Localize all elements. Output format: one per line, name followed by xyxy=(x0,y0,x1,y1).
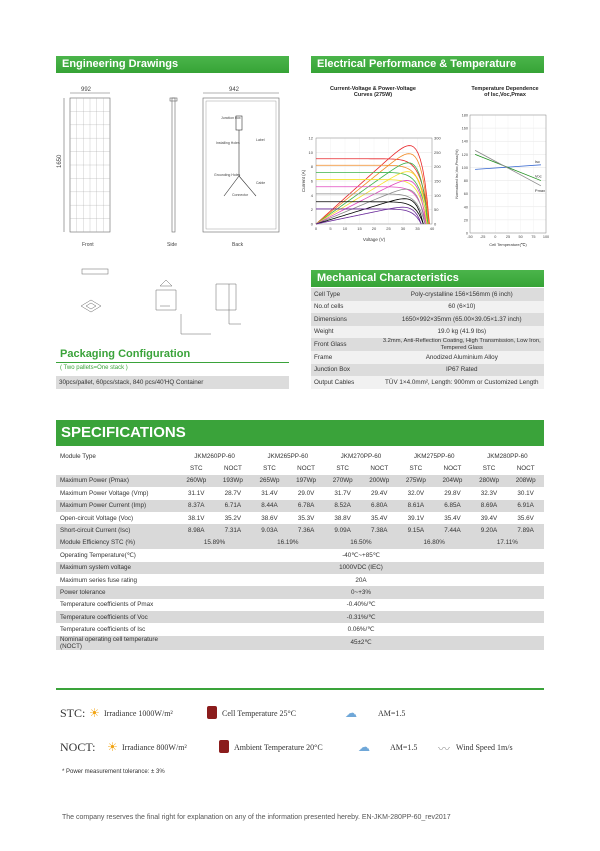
spec-efficiency: 16.50% xyxy=(324,537,397,549)
iv-x-tick: 5 xyxy=(329,226,332,231)
spec-value: 6.85A xyxy=(434,500,471,512)
spec-cell xyxy=(56,462,178,474)
spec-value: 8.37A xyxy=(178,500,215,512)
iv-y2-tick: 200 xyxy=(434,164,441,170)
side-label: Side xyxy=(167,242,178,248)
spec-efficiency: 15.89% xyxy=(178,537,251,549)
spec-row xyxy=(56,549,544,561)
iv-y-tick: 8 xyxy=(310,164,313,170)
noct-ambient: Ambient Temperature 20°C xyxy=(234,743,323,752)
back-view xyxy=(203,93,279,232)
spec-row-label: Maximum Power Voltage (Vmp) xyxy=(56,487,178,499)
temp-x-tick: 25 xyxy=(505,235,511,239)
packaging-divider xyxy=(56,362,289,363)
noct-am: AM=1.5 xyxy=(390,743,418,752)
spec-value: 197Wp xyxy=(288,475,325,487)
spec-value: 31.4V xyxy=(251,487,288,499)
spec-row-label: Nominal operating cell temperature (NOCT) xyxy=(56,636,178,650)
pv-curve-2 xyxy=(316,163,428,224)
spec-row-label: Operating Temperature(℃) xyxy=(56,549,178,561)
spec-value: 38.1V xyxy=(178,512,215,524)
spec-row xyxy=(56,623,544,635)
electrical-performance-header: Electrical Performance & Temperature Dependence xyxy=(311,56,544,73)
spec-value: 35.2V xyxy=(215,512,252,524)
iv-y-tick: 2 xyxy=(310,207,313,213)
spec-row xyxy=(56,487,544,499)
detail-drawings xyxy=(56,266,288,346)
sun-icon: ☀ xyxy=(89,706,100,720)
callout-label: Label xyxy=(256,138,265,142)
spec-stc-header: STC xyxy=(178,462,215,474)
temp-y-tick: 40 xyxy=(463,205,468,210)
mech-value: 19.0 kg (41.9 lbs) xyxy=(380,326,544,339)
spec-value: 30.1V xyxy=(507,487,544,499)
temp-series-label: Pmax xyxy=(534,187,546,193)
iv-y2-tick: 50 xyxy=(434,207,439,213)
spec-efficiency: 17.11% xyxy=(471,537,544,549)
mech-key: Frame xyxy=(311,351,380,364)
temp-y-tick: 0 xyxy=(465,231,468,236)
temp-x-tick: 50 xyxy=(518,235,523,239)
spec-value: 8.44A xyxy=(251,500,288,512)
spec-value: 204Wp xyxy=(434,475,471,487)
spec-row xyxy=(56,574,544,586)
iv-y-tick: 10 xyxy=(308,149,313,155)
spec-row xyxy=(56,475,544,487)
spec-value: 9.20A xyxy=(471,524,508,536)
back-width-label: 942 xyxy=(229,87,240,93)
mech-key: No.of cells xyxy=(311,301,380,314)
temp-y-tick: 160 xyxy=(461,126,468,131)
spec-value: 7.31A xyxy=(215,524,252,536)
iv-x-tick: 10 xyxy=(342,226,348,231)
spec-row xyxy=(56,450,544,462)
spec-bottom-rule xyxy=(56,688,544,690)
callout-grounding-holes: Grounding Holes xyxy=(214,173,241,177)
temp-y-tick: 140 xyxy=(461,139,468,144)
mechanical-header: Mechanical Characteristics xyxy=(311,270,544,287)
spec-common-value: 45±2℃ xyxy=(178,636,544,650)
spec-value: 280Wp xyxy=(471,475,508,487)
spec-value: 39.4V xyxy=(471,512,508,524)
spec-value: 8.52A xyxy=(324,500,361,512)
spec-row xyxy=(56,524,544,536)
spec-value: 6.80A xyxy=(361,500,398,512)
side-view xyxy=(170,98,177,232)
spec-stc-header: STC xyxy=(324,462,361,474)
mech-key: Weight xyxy=(311,326,380,339)
spec-noct-header: NOCT xyxy=(215,462,252,474)
temp-y-tick: 80 xyxy=(463,179,468,184)
spec-value: 6.91A xyxy=(507,500,544,512)
height-label: 1650 xyxy=(57,154,63,168)
spec-noct-header: NOCT xyxy=(288,462,325,474)
cloud-icon: ☁ xyxy=(345,706,357,720)
footnote: * Power measurement tolerance: ± 3% xyxy=(62,769,165,775)
spec-row xyxy=(56,462,544,474)
spec-value: 38.8V xyxy=(324,512,361,524)
spec-value: 35.4V xyxy=(434,512,471,524)
spec-value: 9.09A xyxy=(324,524,361,536)
iv-y-tick: 6 xyxy=(310,178,313,184)
spec-stc-header: STC xyxy=(398,462,435,474)
noct-label: NOCT: xyxy=(60,740,96,754)
stc-cell-temp: Cell Temperature 25°C xyxy=(222,709,297,718)
spec-value: 9.15A xyxy=(398,524,435,536)
stc-am: AM=1.5 xyxy=(378,709,406,718)
packaging-text: 30pcs/pallet, 60pcs/stack, 840 pcs/40'HQ Container xyxy=(56,376,289,389)
temp-x-tick: -50 xyxy=(467,235,473,239)
spec-value: 31.1V xyxy=(178,487,215,499)
iv-x-tick: 20 xyxy=(371,226,377,231)
spec-value: 9.03A xyxy=(251,524,288,536)
spec-row xyxy=(56,636,544,650)
callout-junction-box: Junction box xyxy=(221,116,241,120)
callout-installing-holes: Installing Holes xyxy=(216,141,240,145)
iv-ylabel: Current (A) xyxy=(301,169,306,193)
back-label: Back xyxy=(232,242,244,248)
spec-row-label: Maximum series fuse rating xyxy=(56,574,178,586)
spec-model-name: JKM260PP-60 xyxy=(178,450,251,462)
callout-cable: Cable xyxy=(256,181,266,185)
temp-chart xyxy=(452,110,552,252)
spec-value: 39.1V xyxy=(398,512,435,524)
spec-model-name: JKM280PP-60 xyxy=(471,450,544,462)
spec-noct-header: NOCT xyxy=(434,462,471,474)
noct-irradiance: Irradiance 800W/m² xyxy=(122,743,187,752)
spec-value: 28.7V xyxy=(215,487,252,499)
iv-y2-tick: 300 xyxy=(434,135,441,141)
temp-ylabel: Normalized Isc,Voc,Pmax(%) xyxy=(455,149,459,199)
temp-series-label: Isc xyxy=(534,158,541,164)
spec-row-label: Module Efficiency STC (%) xyxy=(56,537,178,549)
front-view xyxy=(64,93,110,232)
spec-value: 193Wp xyxy=(215,475,252,487)
spec-row xyxy=(56,611,544,623)
spec-row xyxy=(56,586,544,598)
spec-value: 7.44A xyxy=(434,524,471,536)
spec-value: 35.4V xyxy=(361,512,398,524)
sun-icon: ☀ xyxy=(107,740,118,754)
mech-key: Junction Box xyxy=(311,364,380,377)
spec-noct-header: NOCT xyxy=(361,462,398,474)
engineering-drawings xyxy=(56,86,288,254)
mech-key: Output Cables xyxy=(311,376,380,389)
temp-series-label: Voc xyxy=(534,173,542,179)
front-width-label: 992 xyxy=(81,87,92,93)
spec-value: 6.78A xyxy=(288,500,325,512)
spec-row-label: Temperature coefficients of Isc xyxy=(56,623,178,635)
iv-y2-tick: 150 xyxy=(434,178,441,184)
spec-value: 8.69A xyxy=(471,500,508,512)
spec-value: 208Wp xyxy=(507,475,544,487)
iv-x-tick: 0 xyxy=(314,226,318,231)
spec-noct-header: NOCT xyxy=(507,462,544,474)
spec-common-value: 20A xyxy=(178,574,544,586)
wind-icon: 〰 xyxy=(438,742,451,756)
spec-value: 7.89A xyxy=(507,524,544,536)
spec-stc-header: STC xyxy=(251,462,288,474)
stc-label: STC: xyxy=(60,706,86,720)
temp-x-tick: 75 xyxy=(531,235,536,239)
iv-xlabel: Voltage (V) xyxy=(362,237,386,242)
iv-x-tick: 40 xyxy=(429,226,435,231)
iv-chart xyxy=(300,130,445,254)
temp-y-tick: 100 xyxy=(461,165,468,170)
spec-efficiency: 16.19% xyxy=(251,537,324,549)
stc-irradiance: Irradiance 1000W/m² xyxy=(104,709,173,718)
spec-row-label: Power tolerance xyxy=(56,586,178,598)
iv-x-tick: 35 xyxy=(415,226,420,231)
spec-model-name: JKM275PP-60 xyxy=(398,450,471,462)
temp-y-tick: 60 xyxy=(463,192,468,197)
iv-y2-tick: 0 xyxy=(434,221,437,227)
iv-x-tick: 25 xyxy=(386,226,391,231)
spec-value: 200Wp xyxy=(361,475,398,487)
engineering-drawings-header: Engineering Drawings xyxy=(56,56,289,73)
spec-value: 32.3V xyxy=(471,487,508,499)
spec-common-value: -0.40%/℃ xyxy=(178,599,544,611)
mechanical-table xyxy=(311,288,544,389)
spec-row xyxy=(56,599,544,611)
spec-value: 29.8V xyxy=(434,487,471,499)
spec-common-value: 1000VDC (IEC) xyxy=(178,562,544,574)
iv-chart-title: Current-Voltage & Power-Voltage Curves (275W) xyxy=(330,86,416,98)
spec-value: 31.7V xyxy=(324,487,361,499)
spec-efficiency: 16.80% xyxy=(398,537,471,549)
mech-row xyxy=(311,288,544,301)
front-label: Front xyxy=(82,242,94,248)
mech-key: Cell Type xyxy=(311,288,380,301)
iv-x-tick: 15 xyxy=(357,226,362,231)
mech-key: Dimensions xyxy=(311,313,380,326)
mech-row xyxy=(311,376,544,389)
packaging-note: ( Two pallets=One stack ) xyxy=(60,365,128,371)
spec-value: 32.0V xyxy=(398,487,435,499)
mech-value: 1650×992×35mm (65.00×39.05×1.37 inch) xyxy=(380,313,544,326)
spec-value: 35.3V xyxy=(288,512,325,524)
spec-value: 7.38A xyxy=(361,524,398,536)
thermometer-icon xyxy=(219,740,229,753)
spec-value: 29.4V xyxy=(361,487,398,499)
iv-x-tick: 30 xyxy=(400,226,406,231)
spec-row-label: Open-circuit Voltage (Voc) xyxy=(56,512,178,524)
spec-value: 29.0V xyxy=(288,487,325,499)
mech-row xyxy=(311,364,544,377)
spec-row xyxy=(56,500,544,512)
spec-common-value: 0.06%/℃ xyxy=(178,623,544,635)
spec-row-label: Temperature coefficients of Voc xyxy=(56,611,178,623)
spec-value: 265Wp xyxy=(251,475,288,487)
spec-stc-header: STC xyxy=(471,462,508,474)
spec-value: 270Wp xyxy=(324,475,361,487)
mech-value: 3.2mm, Anti-Reflection Coating, High Transmission, Low Iron, Tempered Glass xyxy=(380,338,544,351)
spec-value: 6.71A xyxy=(215,500,252,512)
mech-row xyxy=(311,338,544,351)
mech-value: 60 (6×10) xyxy=(380,301,544,314)
iv-y-tick: 12 xyxy=(308,135,313,141)
specifications-header: SPECIFICATIONS xyxy=(56,420,544,446)
mech-row xyxy=(311,301,544,314)
mech-row xyxy=(311,326,544,339)
mech-value: Poly-crystalline 156×156mm (6 inch) xyxy=(380,288,544,301)
spec-row xyxy=(56,537,544,549)
spec-row-label: Temperature coefficients of Pmax xyxy=(56,599,178,611)
spec-value: 7.36A xyxy=(288,524,325,536)
spec-value: 8.98A xyxy=(178,524,215,536)
spec-common-value: -40℃~+85℃ xyxy=(178,549,544,561)
mech-value: TÜV 1×4.0mm², Length: 900mm or Customized Length xyxy=(380,376,544,389)
packaging-header: Packaging Configuration xyxy=(60,348,191,360)
iv-y-tick: 0 xyxy=(310,221,313,227)
iv-y2-tick: 100 xyxy=(434,192,441,198)
temp-x-tick: 100 xyxy=(542,235,550,239)
temp-x-tick: 0 xyxy=(494,235,497,239)
spec-row xyxy=(56,512,544,524)
iv-y-tick: 4 xyxy=(310,192,313,198)
spec-row-label: Short-circuit Current (Isc) xyxy=(56,524,178,536)
mech-key: Front Glass xyxy=(311,338,380,351)
spec-module-type-label: Module Type xyxy=(56,450,178,462)
temp-xlabel: Cell Temperature(℃) xyxy=(489,242,527,247)
thermometer-icon xyxy=(207,706,217,719)
temp-y-tick: 120 xyxy=(461,152,468,157)
iv-y2-tick: 250 xyxy=(434,149,441,155)
footer: The company reserves the final right for explanation on any of the information presented hereby. EN-JKM-280PP-60_rev2017 xyxy=(62,814,451,821)
temp-y-tick: 20 xyxy=(463,218,468,223)
mech-row xyxy=(311,313,544,326)
noct-wind: Wind Speed 1m/s xyxy=(456,743,513,752)
spec-row xyxy=(56,562,544,574)
mech-value: Anodized Aluminium Alloy xyxy=(380,351,544,364)
spec-row-label: Maximum Power Current (Imp) xyxy=(56,500,178,512)
specifications-table xyxy=(56,450,544,650)
spec-common-value: 0~+3% xyxy=(178,586,544,598)
spec-row-label: Maximum system voltage xyxy=(56,562,178,574)
mech-value: IP67 Rated xyxy=(380,364,544,377)
temp-y-tick: 180 xyxy=(461,113,468,118)
cloud-icon: ☁ xyxy=(358,740,370,754)
callout-connector: Connector xyxy=(232,193,249,197)
spec-value: 260Wp xyxy=(178,475,215,487)
temp-chart-title: Temperature Dependence of Isc,Voc,Pmax xyxy=(471,86,539,98)
spec-model-name: JKM270PP-60 xyxy=(324,450,397,462)
spec-value: 35.6V xyxy=(507,512,544,524)
spec-model-name: JKM265PP-60 xyxy=(251,450,324,462)
mech-row xyxy=(311,351,544,364)
spec-value: 275Wp xyxy=(398,475,435,487)
temp-x-tick: -25 xyxy=(479,235,486,239)
spec-common-value: -0.31%/℃ xyxy=(178,611,544,623)
spec-row-label: Maximum Power (Pmax) xyxy=(56,475,178,487)
spec-value: 38.6V xyxy=(251,512,288,524)
spec-value: 8.61A xyxy=(398,500,435,512)
